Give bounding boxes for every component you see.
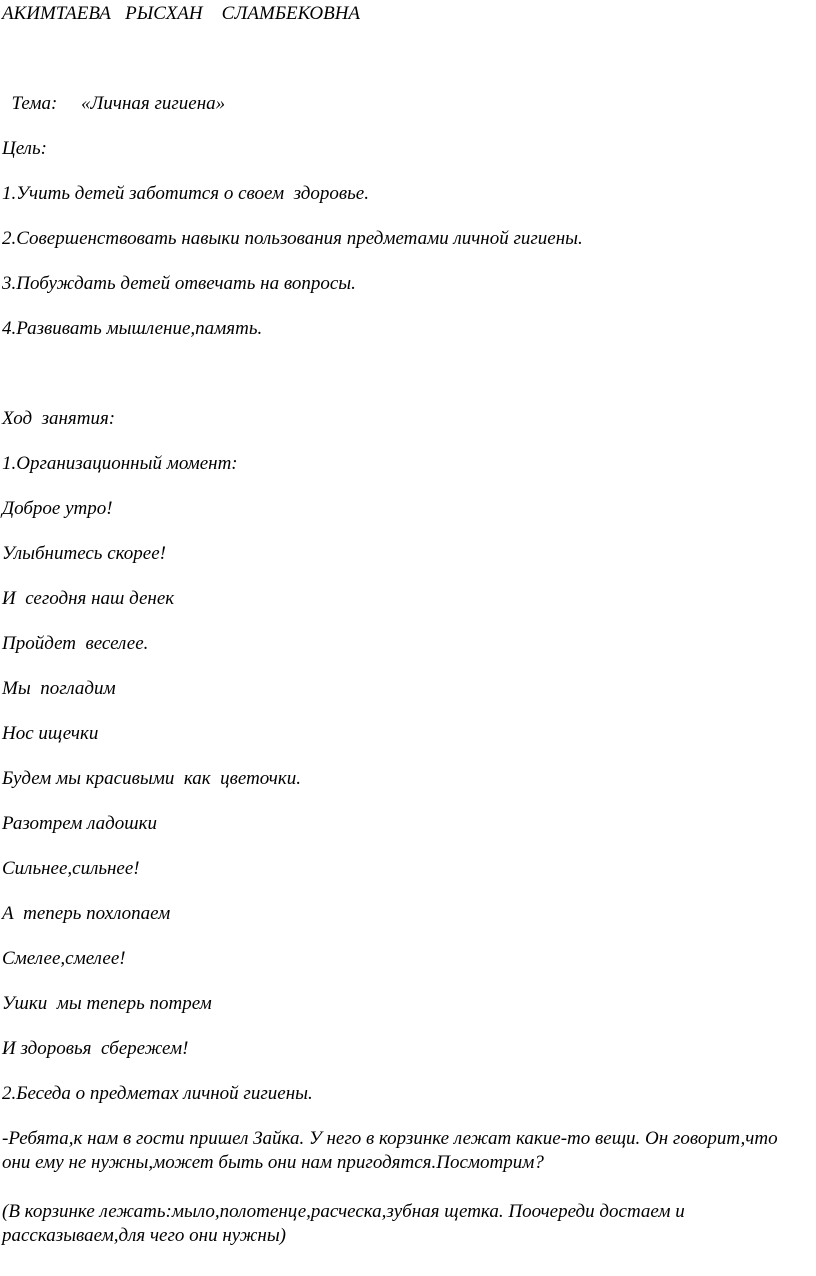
poem-line: Улыбнитесь скорее! [2,543,166,564]
stage-heading: 2.Беседа о предметах личной гигиены. [2,1083,313,1104]
poem-line: Мы погладим [2,678,116,699]
poem-line: Будем мы красивыми как цветочки. [2,768,301,789]
goal-item: 3.Побуждать детей отвечать на вопросы. [2,273,356,294]
poem-line: Пройдет веселее. [2,633,149,654]
poem-line: Нос ищечки [2,723,99,744]
poem-line: Доброе утро! [2,498,113,519]
goal-heading: Цель: [2,138,47,159]
poem-line: Смелее,смелее! [2,948,126,969]
goal-item: 2.Совершенствовать навыки пользования предметами личной гигиены. [2,228,583,249]
goal-item: 4.Развивать мышление,память. [2,318,263,339]
poem-line: Разотрем ладошки [2,813,157,834]
poem-line: А теперь похлопаем [2,903,171,924]
author-name: АКИМТАЕВА РЫСХАН СЛАМБЕКОВНА [2,3,361,24]
poem-line: И здоровья сбережем! [2,1038,189,1059]
goal-item: 1.Учить детей заботится о своем здоровье. [2,183,369,204]
lesson-topic: Тема: «Личная гигиена» [2,93,226,114]
paragraph-basket: (В корзинке лежать:мыло,полотенце,расческа,зубная щетка. Поочереди достаем и рассказываем,для чего они нужны) [2,1201,685,1246]
stage-heading: 1.Организационный момент: [2,453,238,474]
lesson-heading: Ход занятия: [2,408,116,429]
poem-line: Ушки мы теперь потрем [2,993,212,1014]
poem-line: И сегодня наш денек [2,588,175,609]
paragraph-intro: -Ребята,к нам в гости пришел Зайка. У него в корзинке лежат какие-то вещи. Он говорит,что они ему не нужны,может быть они нам пригодятся.Посмотрим? [2,1128,778,1173]
poem-line: Сильнее,сильнее! [2,858,140,879]
